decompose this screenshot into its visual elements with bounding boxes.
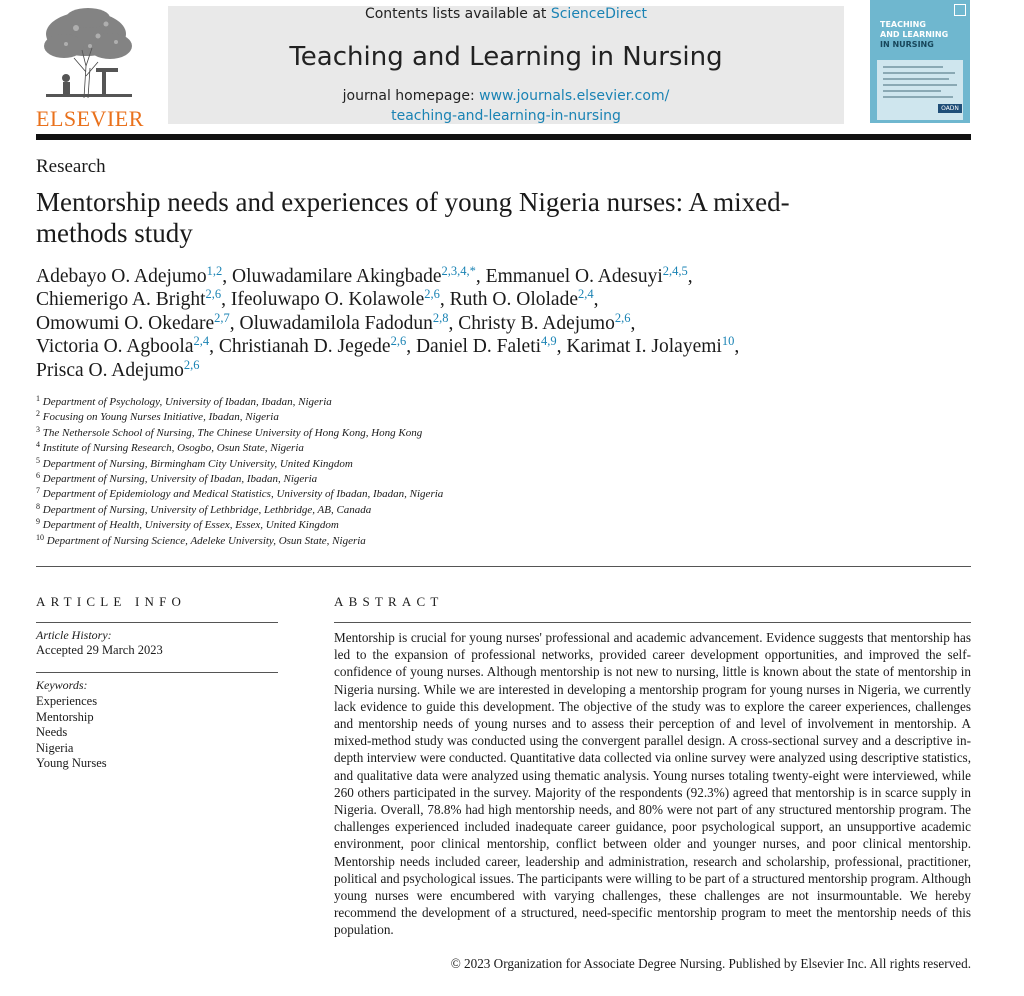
history-value: Accepted 29 March 2023 (36, 643, 163, 657)
author-affiliation-ref[interactable]: 2,4 (577, 287, 594, 302)
homepage-link-part2[interactable]: teaching-and-learning-in-nursing (391, 108, 621, 124)
author-affiliation-ref[interactable]: 2,3,4,* (441, 264, 476, 278)
author-name[interactable]: Omowumi O. Okedare (36, 312, 215, 334)
affiliation-item (36, 503, 736, 518)
affiliation-number: 5 (36, 455, 40, 465)
keyword-item[interactable]: Mentorship (36, 709, 94, 724)
author-affiliation-ref[interactable]: 2,6 (424, 287, 440, 302)
author-name[interactable]: Oluwadamilare Akingbade (231, 266, 442, 287)
affiliation-number: 2 (36, 409, 40, 419)
affiliation-number: 7 (36, 486, 40, 496)
contents-prefix: Contents lists available at (364, 6, 551, 22)
affiliation-text: Department of Epidemiology and Medical Statistics, University of Ibadan, Ibadan, Nigeria (42, 488, 444, 501)
author-list: Adebayo O. Adejumo$^{1,2}$, Oluwadamilare Akingbade$^{2,3,4,*}$, Emmanuel O. Adesuyi$^{2,4,5}$, Chiemerigo A. Bright$^{2,6}$, Ifeoluwapo O. Kolawole$^{2,6}$, Ruth O. Ololade$^{2,4}$, Omowumi O. Okedare$^{2,7}$, Oluwadamilola Fadodun$^{2,8}$, Christy B. Adejumo$^{2,6}$, Victoria O. Agboola$^{2,4}$, Christianah D. Jegede$^{2,6}$, Daniel D. Faleti$^{4,9}$, Karimat I. Jolayemi$^{10}$, Prisca O. Adejumo$^{2,6}$ (36, 264, 740, 381)
author-name[interactable]: Oluwadamilola Fadodun (239, 312, 433, 334)
author-name[interactable]: Prisca O. Adejumo (36, 359, 184, 381)
copyright-notice: © 2023 Organization for Associate Degree Nursing. Published by Elsevier Inc. All rights reserved. (450, 956, 971, 971)
article-info-heading: ARTICLE INFO (36, 594, 187, 609)
affiliation-item (36, 472, 736, 487)
affiliation-text: Department of Nursing Science, Adeleke University, Osun State, Nigeria (46, 534, 366, 547)
journal-masthead (168, 6, 844, 124)
affiliation-item (36, 410, 736, 425)
author-affiliation-ref[interactable]: 2,8 (432, 310, 449, 325)
author-name[interactable]: Daniel D. Faleti (415, 336, 542, 358)
author-name[interactable]: Victoria O. Agboola (36, 336, 194, 358)
author-affiliation-ref[interactable]: 2,7 (214, 310, 230, 325)
author-name[interactable]: Karimat I. Jolayemi (566, 336, 722, 358)
author-affiliation-ref[interactable]: 2,6 (205, 287, 222, 302)
affiliation-item (36, 534, 736, 549)
elsevier-logo[interactable] (36, 6, 144, 131)
cover-corner-mark-icon (954, 4, 966, 16)
article-section-label: Research (36, 156, 106, 177)
cover-title-line: AND LEARNING (880, 30, 949, 39)
affiliation-text: Focusing on Young Nurses Initiative, Ibadan, Nigeria (42, 411, 279, 424)
affiliation-number: 4 (36, 440, 40, 450)
journal-title[interactable]: Teaching and Learning in Nursing (289, 42, 723, 72)
affiliation-text: Department of Health, University of Essex, Essex, United Kingdom (42, 519, 339, 532)
author-name[interactable]: Chiemerigo A. Bright (36, 289, 206, 311)
affiliation-item (36, 457, 736, 472)
affiliation-item (36, 395, 736, 410)
keyword-item[interactable]: Needs (36, 725, 68, 740)
contents-line (168, 6, 844, 22)
affiliation-number: 1 (36, 394, 40, 403)
author-name[interactable]: Christy B. Adejumo (458, 312, 615, 334)
elsevier-wordmark: ELSEVIER (36, 106, 144, 131)
cover-badge: OADN (938, 104, 962, 113)
author-name[interactable]: Ruth O. Ololade (449, 289, 578, 311)
paper-title: Mentorship needs and experiences of young Nigeria nurses: A mixed-methods study (36, 187, 790, 248)
affiliation-item (36, 518, 736, 533)
cover-title (880, 20, 964, 50)
keywords-label: Keywords: (36, 678, 88, 692)
info-divider (36, 672, 278, 673)
affiliation-item (36, 426, 736, 441)
author-affiliation-ref[interactable]: 2,4 (193, 334, 210, 349)
affiliation-text: Department of Nursing, University of Lethbridge, Lethbridge, AB, Canada (42, 503, 372, 516)
homepage-prefix: journal homepage: (342, 88, 480, 104)
abstract-heading: ABSTRACT (334, 594, 444, 609)
affiliation-number: 10 (36, 532, 44, 542)
elsevier-tree-icon (36, 6, 142, 102)
affiliation-text: Department of Nursing, University of Ibadan, Ibadan, Nigeria (42, 473, 318, 486)
author-affiliation-ref[interactable]: 2,6 (390, 334, 407, 349)
author-name[interactable]: Emmanuel O. Adesuyi (485, 266, 663, 287)
section-divider (36, 566, 971, 567)
keywords-list (36, 694, 107, 772)
affiliation-number: 8 (36, 501, 40, 511)
keyword-item[interactable]: Experiences (36, 694, 98, 708)
author-affiliation-ref[interactable]: 10 (721, 334, 735, 349)
cover-title-line: IN NURSING (880, 40, 934, 49)
affiliation-text: Department of Nursing, Birmingham City University, United Kingdom (42, 457, 353, 470)
journal-cover-thumbnail[interactable] (870, 0, 970, 123)
keyword-item[interactable]: Young Nurses (36, 756, 107, 771)
affiliation-text: Institute of Nursing Research, Osogbo, Osun State, Nigeria (42, 442, 304, 455)
header-divider (36, 134, 971, 140)
keyword-item[interactable]: Nigeria (36, 740, 74, 755)
author-affiliation-ref[interactable]: 2,6 (614, 310, 631, 325)
affiliation-text: Department of Psychology, University of Ibadan, Ibadan, Nigeria (42, 396, 332, 408)
author-affiliation-ref[interactable]: 2,6 (183, 357, 200, 372)
author-name[interactable]: Ifeoluwapo O. Kolawole (230, 289, 425, 311)
affiliation-list (36, 395, 736, 549)
homepage-line (168, 86, 844, 126)
info-divider (36, 622, 278, 623)
affiliation-item (36, 441, 736, 456)
abstract-body: Mentorship is crucial for young nurses' professional and academic advancement. Evidence suggests that mentorship has led to the expansion of professional networks, provided career development opportunities, and improved the self-confidence of young nurses. Although mentorship is not new to nursing, little is known about the state of mentorship in Nigeria nursing. While we are interested in developing a mentorship program for young nurses in Nigeria, we currently lack evidence to guide this development. The objective of the study was to explore the career experiences, challenges and mentorship needs of young nurses and to assess their perception of and level of involvement in mentorship. A mixed-method study was conducted using the convergent parallel design. A cross-sectional survey and a descriptive in-depth interview were conducted. Quantitative data collected via online survey were analyzed using descriptive statistics, and qualitative data were analyzed using thematic analysis. Young nurses totaling twenty-eight were interviewed, while 260 others participated in the survey. Majority of the respondents (92.3%) agreed that mentorship is in scarce supply in Nigeria. Overall, 78.8% had high mentorship needs, and 80% were not part of any structured mentorship program. The challenges experienced included inadequate career guidance, poor psychological support, an unsupportive academic environment, poor clinical mentorship, conflict between older and younger nurses, and poor clinical mentorship. Mentorship needs included career, leadership and administration, research and scholarship, professional, practitioner, political and psychological issues. The participants were willing to be part of a structured mentorship program. Although young nurses were encumbered with varying challenges, these challenges are not insurmountable. We hereby recommend the development of a structured, need-specific mentorship program to meet the mentorship needs of this population. (334, 630, 972, 938)
author-name[interactable]: Adebayo O. Adejumo (36, 266, 207, 287)
author-affiliation-ref[interactable]: 1,2 (206, 264, 223, 278)
affiliation-item (36, 487, 736, 502)
author-affiliation-ref[interactable]: 2,4,5 (662, 264, 688, 278)
homepage-link-part1[interactable]: www.journals.elsevier.com/ (479, 88, 670, 104)
affiliation-number: 6 (36, 471, 40, 481)
affiliation-number: 9 (36, 517, 40, 527)
affiliation-number: 3 (36, 424, 40, 434)
abstract-divider (334, 622, 971, 623)
author-name[interactable]: Christianah D. Jegede (218, 336, 391, 358)
history-label: Article History: (36, 628, 112, 642)
cover-title-line: TEACHING (880, 20, 926, 29)
author-affiliation-ref[interactable]: 4,9 (541, 334, 557, 349)
sciencedirect-link[interactable]: ScienceDirect (550, 6, 648, 22)
affiliation-text: The Nethersole School of Nursing, The Chinese University of Hong Kong, Hong Kong (42, 426, 423, 439)
